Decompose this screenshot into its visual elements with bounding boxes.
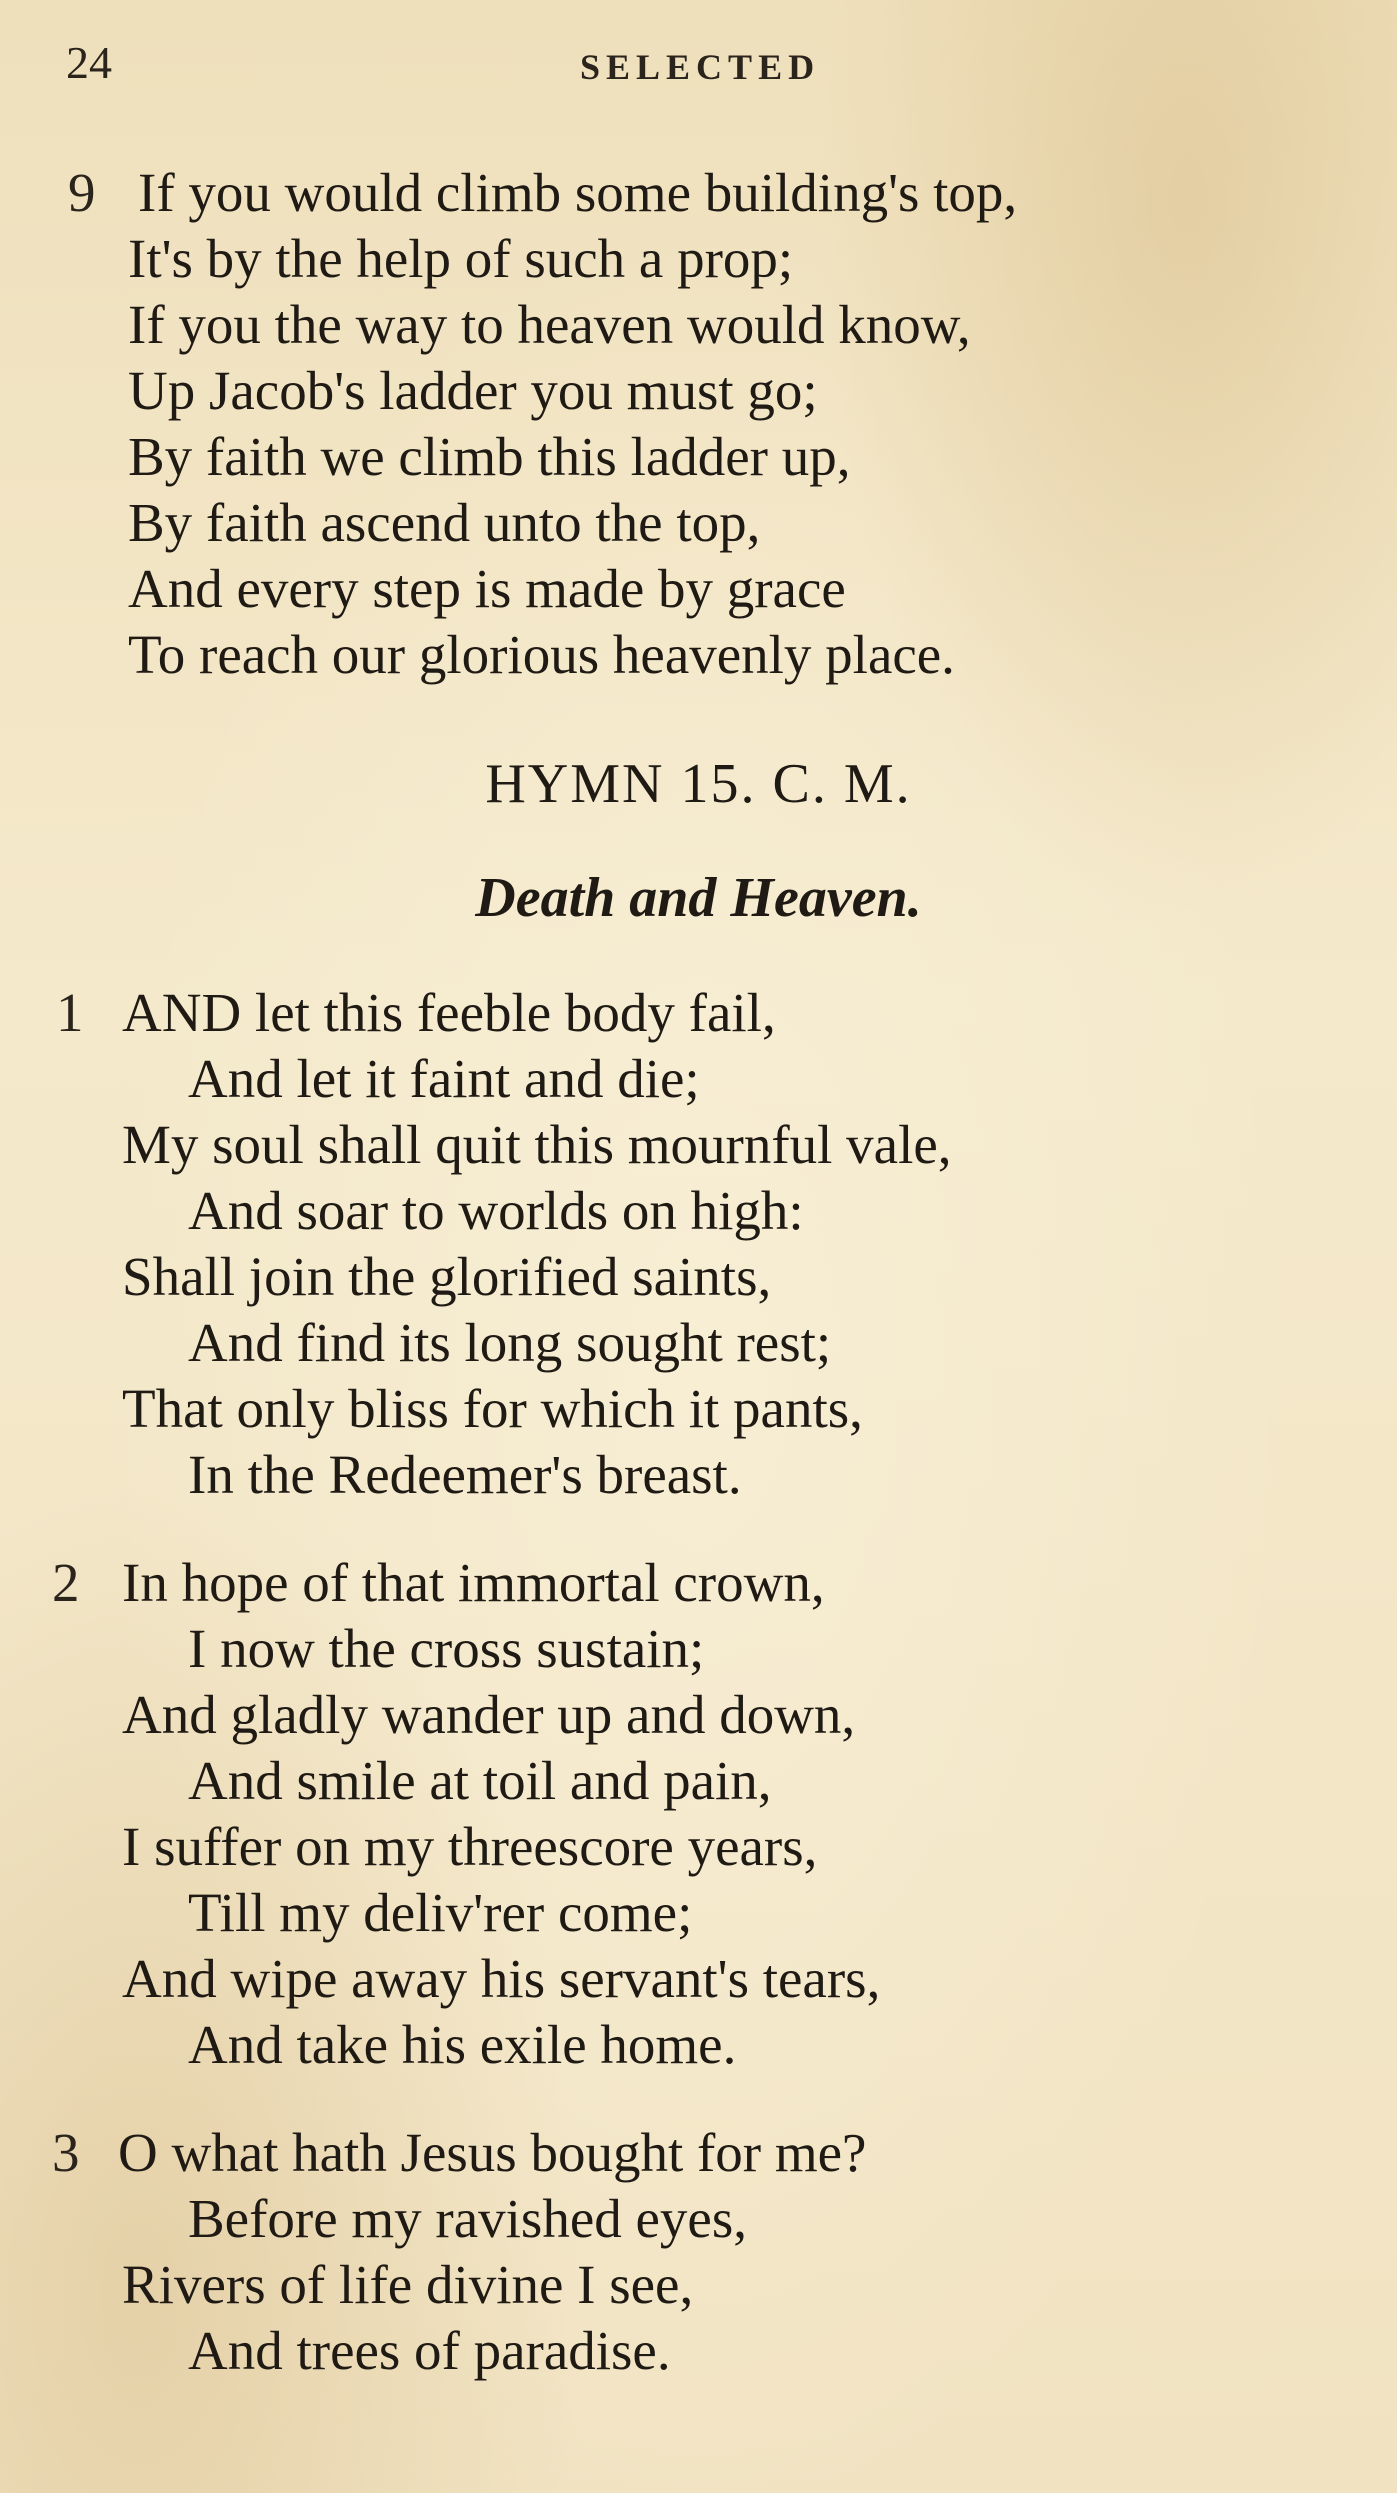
verse-line: O what hath Jesus bought for me?: [118, 2122, 867, 2183]
verse-line: And let it faint and die;: [188, 1048, 700, 1109]
verse-line: And gladly wander up and down,: [122, 1684, 856, 1745]
verse-line: Up Jacob's ladder you must go;: [128, 360, 818, 421]
verse-line: By faith we climb this ladder up,: [128, 426, 851, 487]
page-header: [60, 36, 1337, 96]
verse-line: In hope of that immortal crown,: [122, 1552, 825, 1613]
verse-line: By faith ascend unto the top,: [128, 492, 761, 553]
running-head: SELECTED: [580, 47, 821, 87]
verse-line: It's by the help of such a prop;: [128, 228, 794, 289]
stanza-number: 2: [52, 1552, 80, 1613]
verse-line: If you the way to heaven would know,: [128, 294, 971, 355]
verse-line: And every step is made by grace: [128, 558, 846, 619]
hymn-subtitle: Death and Heaven.: [475, 867, 922, 929]
stanza-number: 9: [68, 162, 96, 223]
verse-line: To reach our glorious heavenly place.: [128, 624, 955, 685]
verse-line: If you would climb some building's top,: [138, 162, 1018, 223]
stanza-number: 3: [52, 2122, 80, 2183]
verse-line: And take his exile home.: [188, 2014, 737, 2075]
verse-line: That only bliss for which it pants,: [122, 1378, 863, 1439]
verse-line: Till my deliv'rer come;: [188, 1882, 693, 1943]
verse-line: And trees of paradise.: [188, 2320, 671, 2381]
stanza-number: 1: [56, 982, 84, 1043]
verse-line: My soul shall quit this mournful vale,: [122, 1114, 952, 1175]
verse-line: And find its long sought rest;: [188, 1312, 832, 1373]
verse-line: Before my ravished eyes,: [188, 2188, 747, 2249]
page-number: 24: [66, 37, 112, 88]
verse-line: Rivers of life divine I see,: [122, 2254, 694, 2315]
verse-line: AND let this feeble body fail,: [122, 982, 776, 1043]
verse-line: Shall join the glorified saints,: [122, 1246, 772, 1307]
verse-line: And smile at toil and pain,: [188, 1750, 772, 1811]
verse-line: I now the cross sustain;: [188, 1618, 705, 1679]
verse-line: I suffer on my threescore years,: [122, 1816, 818, 1877]
verse-line: And wipe away his servant's tears,: [122, 1948, 881, 2009]
hymn-title: HYMN 15. C. M.: [485, 753, 912, 815]
verse-line: And soar to worlds on high:: [188, 1180, 804, 1241]
verse-line: In the Redeemer's breast.: [188, 1444, 742, 1505]
